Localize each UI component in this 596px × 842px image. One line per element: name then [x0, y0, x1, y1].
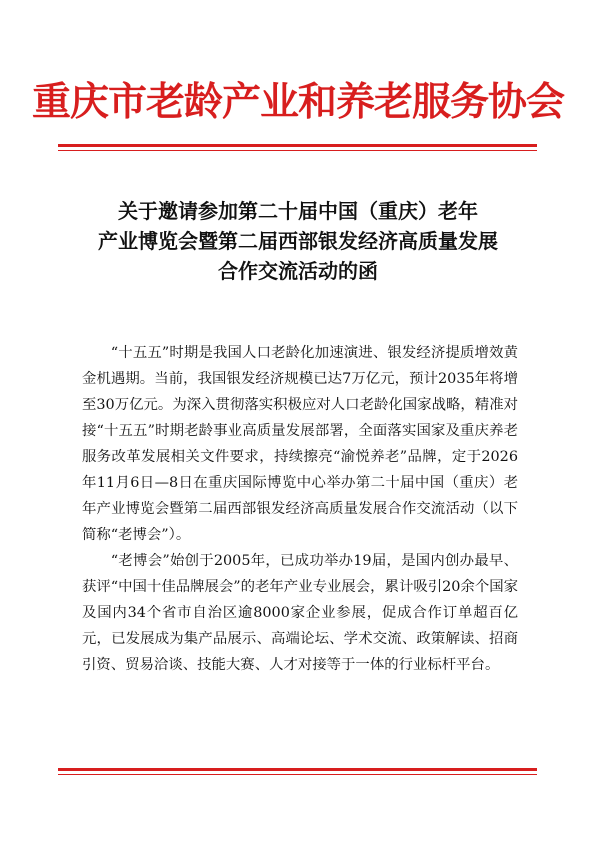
- footer-divider-thick: [58, 768, 537, 771]
- title-line: 合作交流活动的函: [218, 259, 378, 283]
- body-paragraph: “老博会”始创于2005年，已成功举办19届，是国内创办最早、获评“中国十佳品牌展会”的老年产业专业展会，累计吸引20余个国家及国内34个省市自治区逾8000家企业参展，促成合作订单超百亿元，已发展成为集产品展示、高端论坛、学术交流、政策解读、招商引资、贸易洽谈、技能大赛、人才对接等于一体的行业标杆平台。: [82, 553, 518, 673]
- document-body: [82, 340, 518, 678]
- document-title: [60, 196, 536, 286]
- body-paragraph: “十五五”时期是我国人口老龄化加速演进、银发经济提质增效黄金机遇期。当前，我国银发经济规模已达7万亿元，预计2035年将增至30万亿元。为深入贯彻落实积极应对人口老龄化国家战略，精准对接“十五五”时期老龄事业高质量发展部署，全面落实国家及重庆养老服务改革发展相关文件要求，持续擦亮“渝悦养老”品牌，定于2026年11月6日—8日在重庆国际博览中心举办第二十届中国（重庆）老年产业博览会暨第二届西部银发经济高质量发展合作交流活动（以下简称“老博会”）。: [82, 345, 518, 543]
- header-divider-thin: [58, 150, 537, 151]
- footer-divider-thin: [58, 774, 537, 775]
- title-line: 关于邀请参加第二十届中国（重庆）老年: [118, 199, 478, 223]
- title-line: 产业博览会暨第二届西部银发经济高质量发展: [98, 229, 498, 253]
- organization-name: 重庆市老龄产业和养老服务协会: [31, 79, 564, 125]
- header-divider-thick: [58, 144, 537, 147]
